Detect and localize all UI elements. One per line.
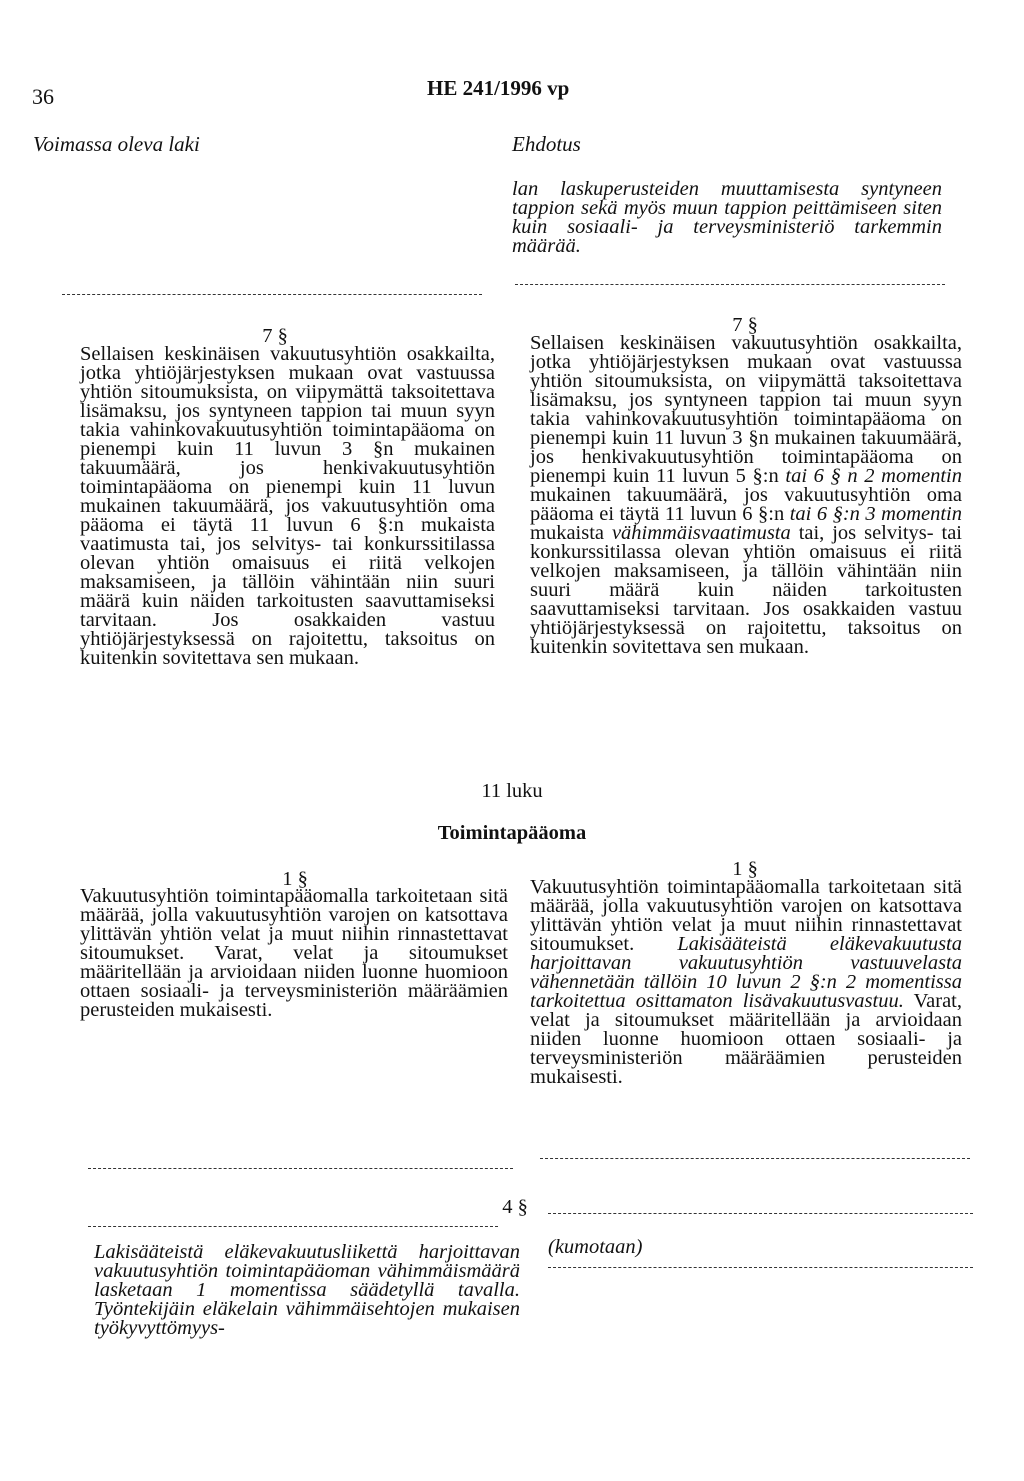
- section-4-left: [94, 1243, 520, 1338]
- dashed-divider: [62, 294, 482, 295]
- chapter-number: 11 luku: [481, 780, 543, 802]
- text-span: Sellaisen keskinäisen vakuutusyhtiön osakkailta, jotka yhtiöjärjestyksen mukaan ovat vastuussa yhtiön sitoumuksista, on viipymättä taksoitettava lisämaksu, jos syntyneen tappion tai muun syyn takia vahinkovakuutusyhtiön toimintapääoma on pienempi kuin 11 luvun 3 §n mukainen takuumäärä, jos henkivakuutusyhtiön toimintapääoma on pienempi kuin 11 luvun 5 §:n: [530, 332, 962, 487]
- text-span: Varat, velat ja sitoumukset määritellään ja arvioidaan niiden luonne huomioon ottaen sosiaali- ja terveysministeriön määräämien perusteiden mukaisesti.: [530, 990, 962, 1088]
- section-1-left-text: Vakuutusyhtiön toimintapääomalla tarkoitetaan sitä määrää, jolla vakuutusyhtiön varojen on katsottava ylittävän yhtiön velat ja muut niihin rinnastettavat sitoumukset. Varat, velat ja sitoumukset määritellään ja arvioidaan niiden luonne huomioon ottaen sosiaali- ja terveysministeriön määräämien perusteiden mukaisesti.: [80, 885, 508, 1021]
- section-4-left-text: Lakisääteistä eläkevakuutusliikettä harjoittavan vakuutusyhtiön toimintapääoman vähimmäismäärä lasketaan 1 momentissa säädetyllä tavalla. Työntekijäin eläkelain vähimmäisehtojen mukaisen työkyvyttömyys-: [94, 1241, 520, 1339]
- section-4-right: [548, 1238, 848, 1257]
- dashed-divider: [88, 1226, 498, 1227]
- section-1-heading-right: 1 §: [732, 858, 758, 880]
- dashed-divider: [548, 1267, 973, 1268]
- section-1-heading-left: 1 §: [282, 868, 308, 890]
- left-column-title: Voimassa oleva laki: [33, 132, 200, 156]
- section-7-heading-left: 7 §: [262, 325, 288, 347]
- dashed-divider: [540, 1158, 970, 1159]
- page-number: 36: [32, 84, 54, 109]
- section-4-heading: 4 §: [502, 1196, 528, 1218]
- document-header: HE 241/1996 vp: [427, 76, 570, 100]
- section-7-heading-right: 7 §: [732, 314, 758, 336]
- section-7-left: [80, 345, 495, 668]
- dashed-divider: [548, 1213, 973, 1214]
- chapter-title: Toimintapääoma: [437, 822, 587, 844]
- section-7-right: [530, 334, 962, 657]
- top-right-text: lan laskuperusteiden muuttamisesta syntyneen tappion sekä myös muun tappion peittämiseen siten kuin sosiaali- ja terveysministeriö tarkemmin määrää.: [512, 178, 942, 257]
- section-1-right: [530, 878, 962, 1087]
- top-right-continuation: [512, 180, 942, 256]
- amendment-span: tai 6 § n 2 momentin: [785, 465, 962, 487]
- section-1-right-text: [530, 878, 962, 1087]
- section-7-right-text: [530, 334, 962, 657]
- right-column-title: Ehdotus: [512, 132, 581, 156]
- amendment-span: vähimmäisvaatimusta: [611, 522, 791, 544]
- amendment-span: Lakisääteistä eläkevakuutusta harjoittavan vakuutusyhtiön vastuuvelasta vähennetään tällöin 10 luvun 2 §:n 2 momentissa tarkoitettua osittamaton lisävakuutusvastuu.: [530, 933, 962, 1012]
- section-7-left-text: Sellaisen keskinäisen vakuutusyhtiön osakkailta, jotka yhtiöjärjestyksen mukaan ovat vastuussa yhtiön sitoumuksista, on viipymättä taksoitettava lisämaksu, jos syntyneen tappion tai muun syyn takia vahinkovakuutusyhtiön toimintapääoma on pienempi kuin 11 luvun 3 §n mukainen takuumäärä, jos henkivakuutusyhtiön toimintapääoma on pienempi kuin 11 luvun mukainen takuumäärä, jos vakuutusyhtiön oma pääoma ei täytä 11 luvun 6 §:n mukaista vaatimusta tai, jos selvitys- tai konkurssitilassa olevan yhtiön omaisuus ei riitä velkojen maksamiseen, ja tällöin vähintään niin suuri määrä kuin näiden tarkoitusten saavuttamiseksi tarvitaan. Jos osakkaiden vastuu yhtiöjärjestyksessä on rajoitettu, taksoitus on kuitenkin sovitettava sen mukaan.: [80, 343, 495, 669]
- dashed-divider: [88, 1168, 513, 1169]
- text-span: tai, jos selvitys- tai konkurssitilassa olevan yhtiön omaisuus ei riitä velkojen maksamiseen, ja tällöin vähintään niin suuri määrä kuin näiden tarkoitusten saavuttamiseksi tarvitaan. Jos osakkaiden vastuu yhtiöjärjestyksessä on rajoitettu, taksoitus on kuitenkin sovitettava sen mukaan.: [530, 522, 962, 658]
- text-span: mukainen takuumäärä, jos vakuutusyhtiön oma pääoma ei täytä 11 luvun 6 §:n: [530, 484, 962, 525]
- amendment-span: tai 6 §:n 3 momentin: [789, 503, 962, 525]
- text-span: mukaista: [530, 522, 612, 544]
- text-span: Vakuutusyhtiön toimintapääomalla tarkoitetaan sitä määrää, jolla vakuutusyhtiön varojen on katsottava ylittävän yhtiön velat ja muut niihin rinnastettavat sitoumukset.: [530, 876, 962, 955]
- section-1-left: [80, 887, 508, 1020]
- dashed-divider: [515, 284, 945, 285]
- section-4-right-text: (kumotaan): [548, 1236, 643, 1258]
